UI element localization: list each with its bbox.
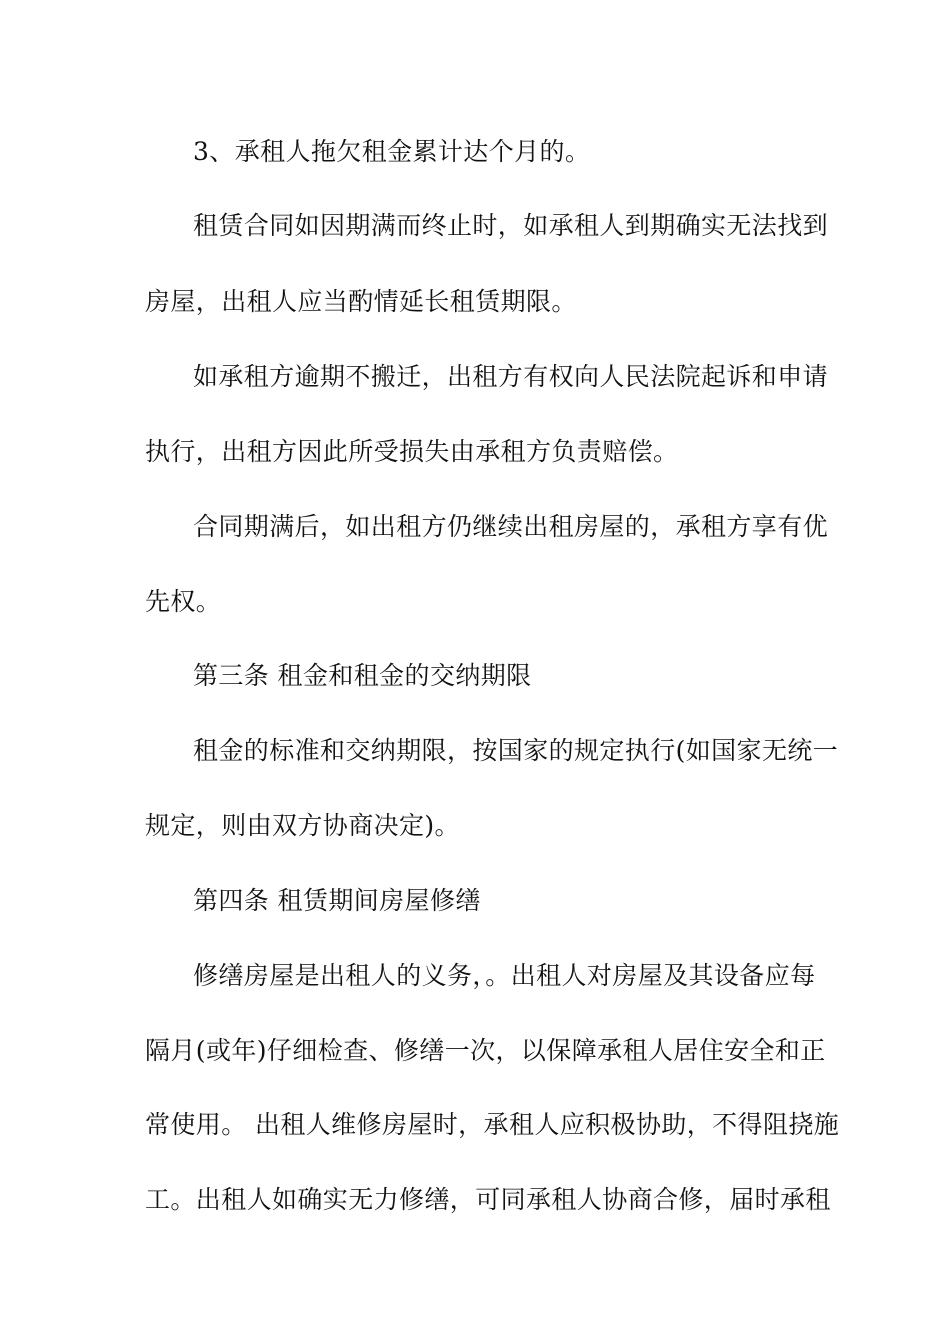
article-3-heading: 第三条 租金和租金的交纳期限: [193, 661, 532, 690]
clause-3-text: 3、承租人拖欠租金累计达个月的。: [193, 137, 591, 166]
paragraph-line: 隔月(或年)仔细检查、修缮一次，以保障承租人居住安全和正: [145, 1036, 826, 1065]
paragraph-line: 租赁合同如因期满而终止时，如承租人到期确实无法找到: [193, 211, 829, 240]
article-4-heading: 第四条 租赁期间房屋修缮: [193, 886, 481, 915]
paragraph-line: 修缮房屋是出租人的义务，。出租人对房屋及其设备应每: [193, 961, 816, 990]
paragraph-line: 规定，则由双方协商决定)。: [145, 811, 460, 840]
paragraph-line: 先权。: [145, 587, 222, 616]
paragraph-line: 房屋，出租人应当酌情延长租赁期限。: [145, 287, 577, 316]
paragraph-line: 工。出租人如确实无力修缮，可同承租人协商合修，届时承租: [145, 1185, 831, 1214]
paragraph-line: 合同期满后，如出租方仍继续出租房屋的，承租方享有优: [193, 512, 829, 541]
paragraph-line: 如承租方逾期不搬迁，出租方有权向人民法院起诉和申请: [193, 362, 829, 391]
paragraph-line: 执行，出租方因此所受损失由承租方负责赔偿。: [145, 437, 679, 466]
paragraph-line: 常使用。 出租人维修房屋时，承租人应积极协助，不得阻挠施: [145, 1110, 840, 1139]
paragraph-line: 租金的标准和交纳期限，按国家的规定执行(如国家无统一: [193, 736, 839, 765]
